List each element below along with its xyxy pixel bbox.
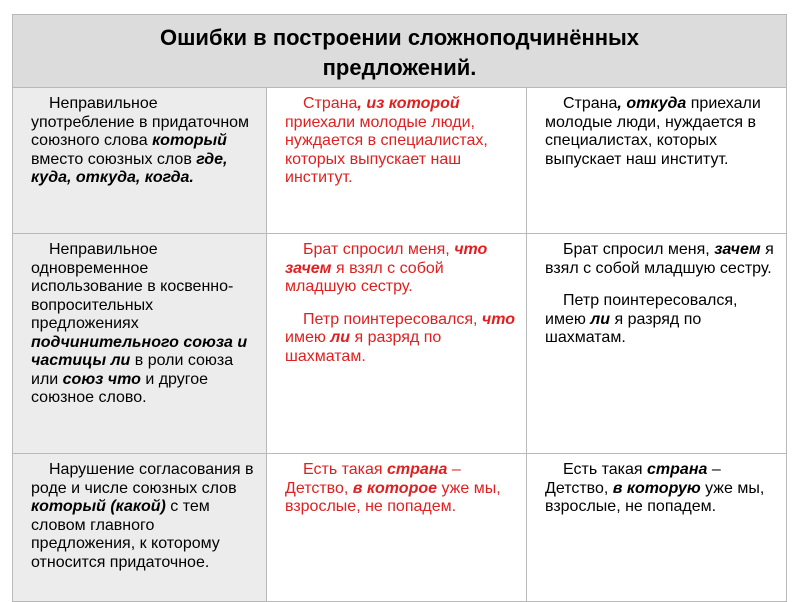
wrong-example-text <box>285 461 516 517</box>
text-segment: – Детство, <box>545 461 721 497</box>
text-segment: в роли союза или <box>31 352 234 388</box>
keyword: что зачем <box>285 241 488 277</box>
text-segment: Петр поинтересовался, <box>303 310 482 328</box>
correct-example-cell <box>527 234 787 454</box>
keyword: союз что <box>62 370 141 388</box>
text-segment: я разряд по шахматам. <box>545 310 702 346</box>
text-segment: я взял с собой младшую сестру. <box>285 259 444 295</box>
keyword: что <box>481 310 516 328</box>
text-segment: Брат спросил меня, <box>303 241 455 258</box>
keyword: ли <box>330 329 351 346</box>
description-text <box>31 95 256 188</box>
correct-example-text <box>545 241 776 278</box>
correct-example-text <box>545 292 776 348</box>
page-title <box>13 19 786 83</box>
text-segment: имею <box>285 329 331 346</box>
wrong-example-cell <box>267 234 527 454</box>
title-line-2: предложений. <box>322 55 477 80</box>
error-description-cell <box>13 454 267 602</box>
text-segment: Неправильное употребление в придаточном союзного слова <box>31 95 250 149</box>
text-segment: Страна <box>303 95 358 112</box>
keyword: который <box>152 132 227 149</box>
text-segment: Есть такая <box>303 461 388 478</box>
text-segment: Страна <box>563 95 618 112</box>
wrong-example-cell <box>267 454 527 602</box>
text-segment: вместо союзных слов <box>31 150 197 168</box>
text-segment: с тем словом главного предложения, к которому относится придаточное. <box>31 498 220 571</box>
table-row <box>13 454 787 602</box>
text-segment: Брат спросил меня, <box>563 241 715 258</box>
error-description-cell <box>13 88 267 234</box>
keyword: в которое <box>352 479 438 497</box>
description-text <box>31 241 256 408</box>
keyword: страна <box>647 461 708 478</box>
text-segment: приехали молодые люди, нуждается в специалистах, которых выпускает наш институт. <box>285 113 488 186</box>
text-segment: я разряд по шахматам. <box>285 329 442 365</box>
text-segment: приехали молодые люди, нуждается в специалистах, которых выпускает наш институт. <box>545 95 761 168</box>
keyword: который (какой) <box>31 498 166 515</box>
description-text <box>31 461 256 572</box>
keyword: , откуда <box>617 95 687 112</box>
wrong-example-text <box>285 241 516 297</box>
correct-example-cell <box>527 88 787 234</box>
keyword: где, куда, откуда, когда. <box>31 150 228 186</box>
keyword: страна <box>387 461 448 478</box>
keyword: , из которой <box>357 95 460 112</box>
text-segment: я взял с собой младшую сестру. <box>545 241 774 277</box>
wrong-example-cell <box>267 88 527 234</box>
text-segment: Петр поинтересовался, имею <box>545 292 738 328</box>
text-segment: уже мы, взрослые, не попадем. <box>545 479 765 515</box>
text-segment: уже мы, взрослые, не попадем. <box>285 479 501 515</box>
text-segment: Неправильное одновременное использование в косвенно-вопросительных предложениях <box>31 241 234 332</box>
table-header <box>13 15 787 88</box>
text-segment: Есть такая <box>563 461 648 478</box>
errors-table <box>12 14 787 602</box>
keyword: зачем <box>714 241 761 258</box>
correct-example-text <box>545 461 776 517</box>
text-segment: и другое союзное слово. <box>31 370 209 406</box>
wrong-example-text <box>285 311 516 367</box>
keyword: ли <box>590 310 611 328</box>
correct-example-text <box>545 95 776 169</box>
correct-example-cell <box>527 454 787 602</box>
table-row <box>13 88 787 234</box>
keyword: подчинительного союза и частицы ли <box>31 333 248 369</box>
table-row <box>13 234 787 454</box>
error-description-cell <box>13 234 267 454</box>
text-segment: Нарушение согласования в роде и числе союзных слов <box>31 461 254 497</box>
keyword: в которую <box>612 479 701 497</box>
wrong-example-text <box>285 95 516 188</box>
title-line-1: Ошибки в построении сложноподчинённых <box>159 25 640 50</box>
text-segment: – Детство, <box>285 461 461 497</box>
